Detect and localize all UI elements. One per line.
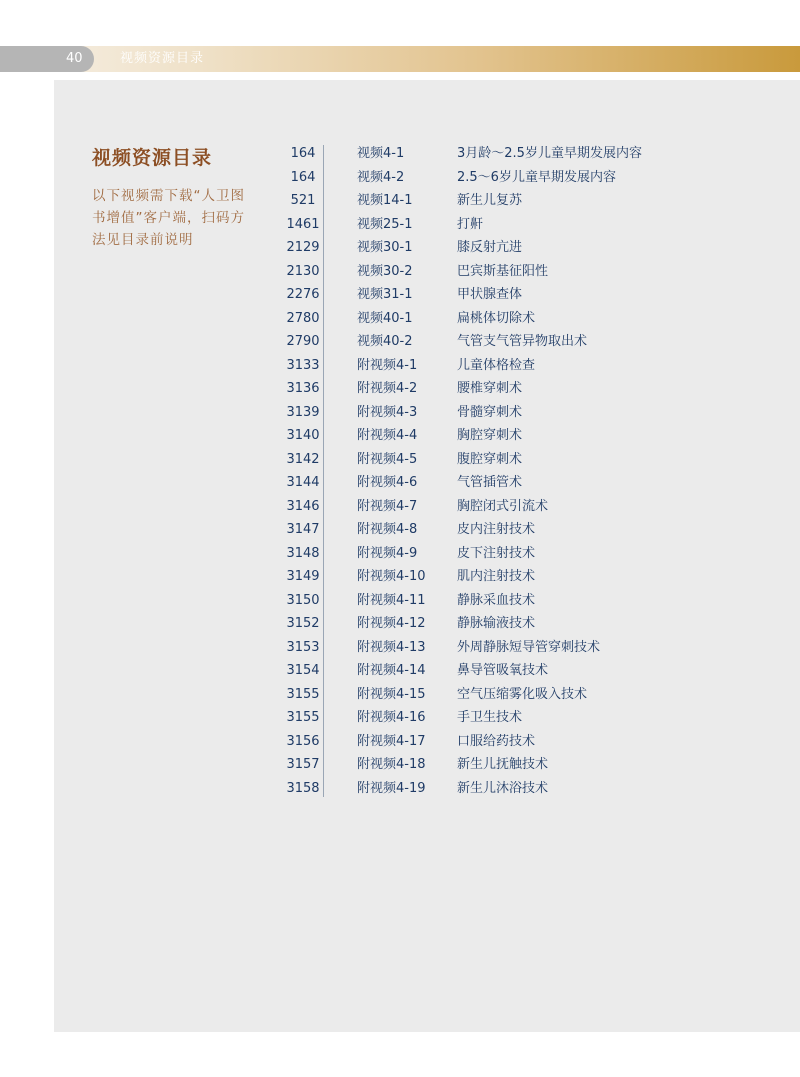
toc-entry	[0, 448, 800, 472]
toc-entry	[0, 283, 800, 307]
toc-page-number: 2780	[286, 310, 320, 326]
toc-page-number: 521	[290, 193, 316, 208]
toc-entry	[0, 683, 800, 707]
toc-video-title: 皮下注射技术	[457, 545, 536, 561]
toc-video-code: 附视频4-11	[357, 592, 426, 608]
toc-video-title: 新生儿复苏	[457, 193, 523, 208]
toc-entry	[0, 166, 800, 190]
toc-page-number: 164	[290, 146, 316, 161]
toc-page-number: 3146	[286, 498, 320, 514]
toc-video-code: 视频30-1	[357, 240, 413, 255]
toc-entry	[0, 401, 800, 425]
toc-video-title: 肌内注射技术	[457, 569, 536, 584]
toc-page-number: 3147	[286, 522, 320, 537]
toc-video-title: 外周静脉短导管穿刺技术	[457, 639, 601, 655]
toc-entry	[0, 260, 800, 284]
toc-page-number: 3155	[286, 710, 320, 725]
toc-video-code: 附视频4-7	[357, 498, 418, 514]
toc-video-code: 附视频4-6	[357, 475, 418, 490]
toc-page-number: 3158	[286, 780, 320, 796]
toc-entry	[0, 236, 800, 260]
toc-video-code: 附视频4-16	[357, 710, 426, 725]
toc-entry	[0, 330, 800, 354]
toc-video-code: 附视频4-4	[357, 428, 418, 443]
toc-video-code: 视频40-1	[357, 310, 413, 326]
toc-entry	[0, 189, 800, 213]
toc-entry	[0, 636, 800, 660]
toc-video-title: 新生儿抚触技术	[457, 757, 549, 772]
toc-entry	[0, 495, 800, 519]
toc-entry	[0, 471, 800, 495]
toc-video-title: 腰椎穿刺术	[457, 381, 523, 396]
download-note: 以下视频需下载“人卫图书增值”客户端，扫码方法见目录前说明	[92, 188, 245, 248]
toc-video-code: 视频4-2	[357, 169, 405, 185]
toc-video-title: 胸腔穿刺术	[457, 428, 523, 443]
toc-page-number: 3144	[286, 475, 320, 490]
toc-video-code: 附视频4-13	[357, 639, 426, 655]
toc-video-code: 附视频4-18	[357, 757, 426, 772]
toc-video-title: 手卫生技术	[457, 710, 523, 725]
toc-video-title: 鼻导管吸氧技术	[457, 663, 549, 678]
section-title: 视频资源目录	[92, 147, 213, 169]
toc-video-title: 胸腔闭式引流术	[457, 498, 549, 514]
toc-entry	[0, 565, 800, 589]
toc-video-code: 附视频4-19	[357, 780, 426, 796]
page-number: 40	[66, 51, 83, 66]
toc-video-title: 气管支气管异物取出术	[457, 334, 588, 349]
toc-page-number: 3140	[286, 428, 320, 443]
toc-page-number: 3153	[286, 639, 320, 655]
toc-video-code: 视频4-1	[357, 146, 405, 161]
toc-page-number: 3150	[286, 592, 320, 608]
toc-entry	[0, 354, 800, 378]
toc-video-title: 腹腔穿刺术	[457, 451, 523, 467]
toc-page-number: 3155	[286, 686, 320, 702]
toc-entry	[0, 142, 800, 166]
toc-video-code: 视频25-1	[357, 216, 413, 232]
toc-page-number: 3136	[286, 381, 320, 396]
toc-video-code: 附视频4-1	[357, 357, 418, 373]
toc-entry	[0, 730, 800, 754]
toc-page-number: 3133	[286, 357, 320, 373]
toc-video-code: 附视频4-15	[357, 686, 426, 702]
toc-entry	[0, 518, 800, 542]
toc-video-code: 视频31-1	[357, 287, 413, 302]
toc-video-code: 附视频4-10	[357, 569, 426, 584]
toc-video-title: 静脉输液技术	[457, 616, 536, 631]
toc-video-title: 气管插管术	[457, 475, 523, 490]
toc-video-title: 皮内注射技术	[457, 522, 536, 537]
toc-video-code: 附视频4-9	[357, 545, 418, 561]
toc-video-title: 2.5～6岁儿童早期发展内容	[457, 169, 616, 185]
video-toc-list	[0, 142, 800, 800]
toc-video-title: 膝反射亢进	[457, 240, 523, 255]
toc-entry	[0, 542, 800, 566]
toc-page-number: 1461	[286, 216, 320, 232]
toc-video-code: 附视频4-5	[357, 451, 418, 467]
toc-page-number: 2790	[286, 334, 320, 349]
toc-entry	[0, 706, 800, 730]
toc-video-code: 附视频4-2	[357, 381, 418, 396]
toc-page-number: 3156	[286, 733, 320, 749]
toc-page-number: 3149	[286, 569, 320, 584]
toc-entry	[0, 213, 800, 237]
toc-video-code: 视频40-2	[357, 334, 413, 349]
toc-video-code: 视频14-1	[357, 193, 413, 208]
toc-page-number: 2129	[286, 240, 320, 255]
toc-entry	[0, 753, 800, 777]
toc-page-number: 3139	[286, 404, 320, 420]
toc-video-title: 儿童体格检查	[457, 357, 536, 373]
toc-entry	[0, 307, 800, 331]
toc-video-code: 附视频4-8	[357, 522, 418, 537]
toc-video-title: 3月龄～2.5岁儿童早期发展内容	[457, 146, 642, 161]
toc-entry	[0, 589, 800, 613]
toc-video-code: 视频30-2	[357, 263, 413, 279]
toc-page-number: 3148	[286, 545, 320, 561]
toc-video-title: 新生儿沐浴技术	[457, 780, 549, 796]
toc-page-number: 2130	[286, 263, 320, 279]
toc-video-title: 甲状腺查体	[457, 287, 523, 302]
toc-page-number: 3154	[286, 663, 320, 678]
toc-entry	[0, 659, 800, 683]
toc-video-title: 口服给药技术	[457, 733, 536, 749]
toc-video-title: 打鼾	[457, 216, 484, 232]
toc-video-title: 骨髓穿刺术	[457, 404, 523, 420]
toc-entry	[0, 612, 800, 636]
toc-page-number: 2276	[286, 287, 320, 302]
toc-video-title: 空气压缩雾化吸入技术	[457, 686, 588, 702]
toc-video-title: 静脉采血技术	[457, 592, 536, 608]
running-header-title: 视频资源目录	[120, 51, 205, 66]
toc-entry	[0, 424, 800, 448]
toc-entry	[0, 377, 800, 401]
toc-page-number: 3142	[286, 451, 320, 467]
toc-video-code: 附视频4-17	[357, 733, 426, 749]
toc-video-code: 附视频4-14	[357, 663, 426, 678]
toc-page-number: 164	[290, 169, 316, 185]
toc-page-number: 3157	[286, 757, 320, 772]
toc-video-code: 附视频4-3	[357, 404, 418, 420]
toc-video-code: 附视频4-12	[357, 616, 426, 631]
toc-video-title: 巴宾斯基征阳性	[457, 263, 549, 279]
toc-entry	[0, 777, 800, 801]
toc-video-title: 扁桃体切除术	[457, 310, 536, 326]
toc-page-number: 3152	[286, 616, 320, 631]
